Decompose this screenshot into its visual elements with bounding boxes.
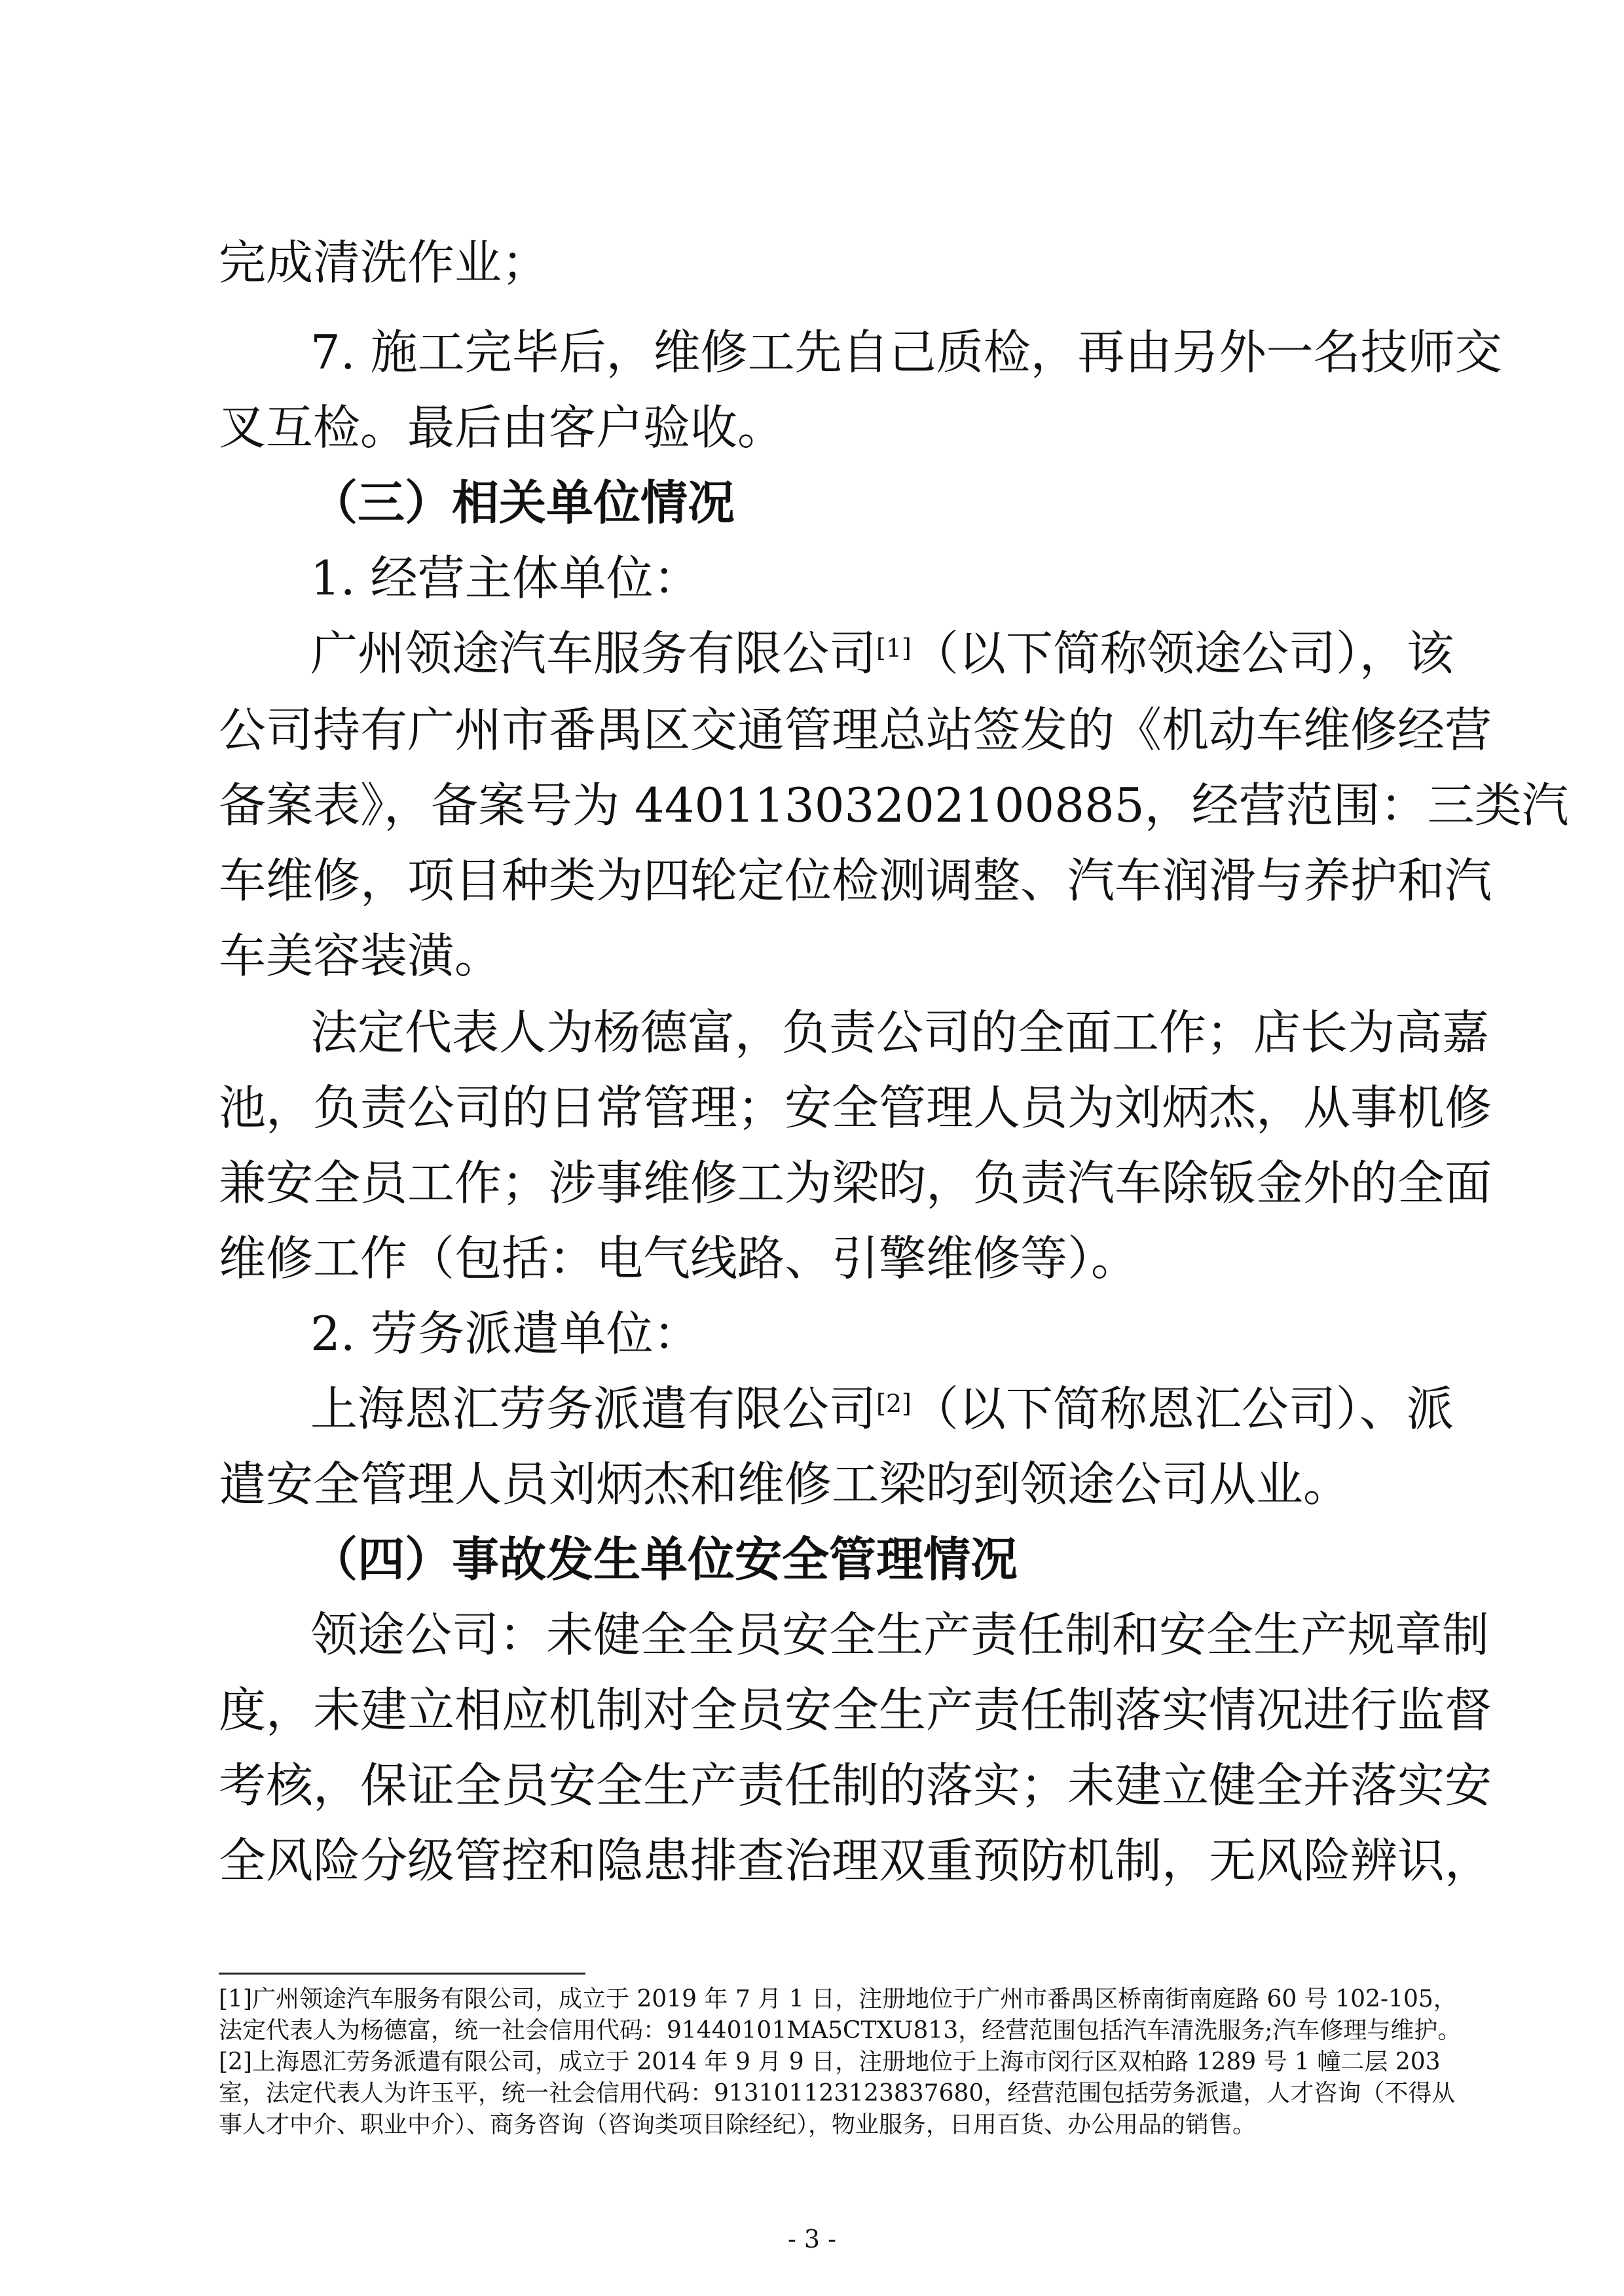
body-line: 考核，保证全员安全生产责任制的落实；未建立健全并落实安 xyxy=(219,1758,1492,1813)
company-name: 广州领途汽车服务有限公司 xyxy=(310,626,877,681)
body-line: 领途公司：未健全全员安全生产责任制和安全生产规章制 xyxy=(310,1607,1490,1662)
page-number: - 3 - xyxy=(787,2225,836,2253)
body-line: 备案表》，备案号为 44011303202100885，经营范围：三类汽 xyxy=(219,778,1569,833)
footnote-line: 法定代表人为杨德富，统一社会信用代码：91440101MA5CTXU813，经营范围包括汽车清洗服务;汽车修理与维护。 xyxy=(219,2017,1462,2044)
footnote-line: [2]上海恩汇劳务派遣有限公司，成立于 2014 年 9 月 9 日，注册地位于上海市闵行区双柏路 1289 号 1 幢二层 203 xyxy=(219,2049,1441,2075)
body-line: 度，未建立相应机制对全员安全生产责任制落实情况进行监督 xyxy=(219,1683,1492,1738)
body-line: 叉互检。最后由客户验收。 xyxy=(219,400,785,455)
body-line: 全风险分级管控和隐患排查治理双重预防机制，无风险辨识， xyxy=(219,1833,1492,1888)
body-text: （以下简称恩汇公司）、派 xyxy=(911,1381,1454,1436)
footnote-ref: [1] xyxy=(876,634,912,663)
section-heading: （四）事故发生单位安全管理情况 xyxy=(310,1532,1018,1587)
body-line: 完成清洗作业； xyxy=(219,235,549,290)
body-line: 兼安全员工作；涉事维修工为梁昀，负责汽车除钣金外的全面 xyxy=(219,1156,1492,1211)
footnote-line: 事人才中介、职业中介）、商务咨询（咨询类项目除经纪），物业服务，日用百货、办公用品的销售。 xyxy=(219,2111,1257,2138)
body-line: 池，负责公司的日常管理；安全管理人员为刘炳杰，从事机修 xyxy=(219,1080,1492,1135)
body-line: 2. 劳务派遣单位： xyxy=(310,1306,701,1361)
body-line xyxy=(310,1373,1454,1445)
body-line: 1. 经营主体单位： xyxy=(310,551,701,606)
body-line: 7. 施工完毕后，维修工先自己质检，再由另外一名技师交 xyxy=(310,325,1502,380)
body-line: 法定代表人为杨德富，负责公司的全面工作；店长为高嘉 xyxy=(310,1005,1490,1060)
footnote-separator xyxy=(219,1973,585,1975)
footnote-line: [1]广州领途汽车服务有限公司，成立于 2019 年 7 月 1 日，注册地位于广州市番禺区桥南街南庭路 60 号 102-105， xyxy=(219,1986,1457,2013)
footnote-line: 室，法定代表人为许玉平，统一社会信用代码：913101123123837680，经营范围包括劳务派遣，人才咨询（不得从 xyxy=(219,2080,1456,2107)
footnote-ref: [2] xyxy=(876,1389,912,1418)
body-line: 公司持有广州市番禺区交通管理总站签发的《机动车维修经营 xyxy=(219,702,1492,757)
company-name: 上海恩汇劳务派遣有限公司 xyxy=(310,1381,877,1436)
body-line xyxy=(310,617,1454,689)
body-text: （以下简称领途公司），该 xyxy=(911,626,1454,681)
body-line: 遣安全管理人员刘炳杰和维修工梁昀到领途公司从业。 xyxy=(219,1457,1351,1512)
body-line: 车美容装潢。 xyxy=(219,928,502,983)
body-line: 车维修，项目种类为四轮定位检测调整、汽车润滑与养护和汽 xyxy=(219,853,1492,908)
section-heading: （三）相关单位情况 xyxy=(310,475,735,530)
body-line: 维修工作（包括：电气线路、引擎维修等）。 xyxy=(219,1231,1139,1286)
